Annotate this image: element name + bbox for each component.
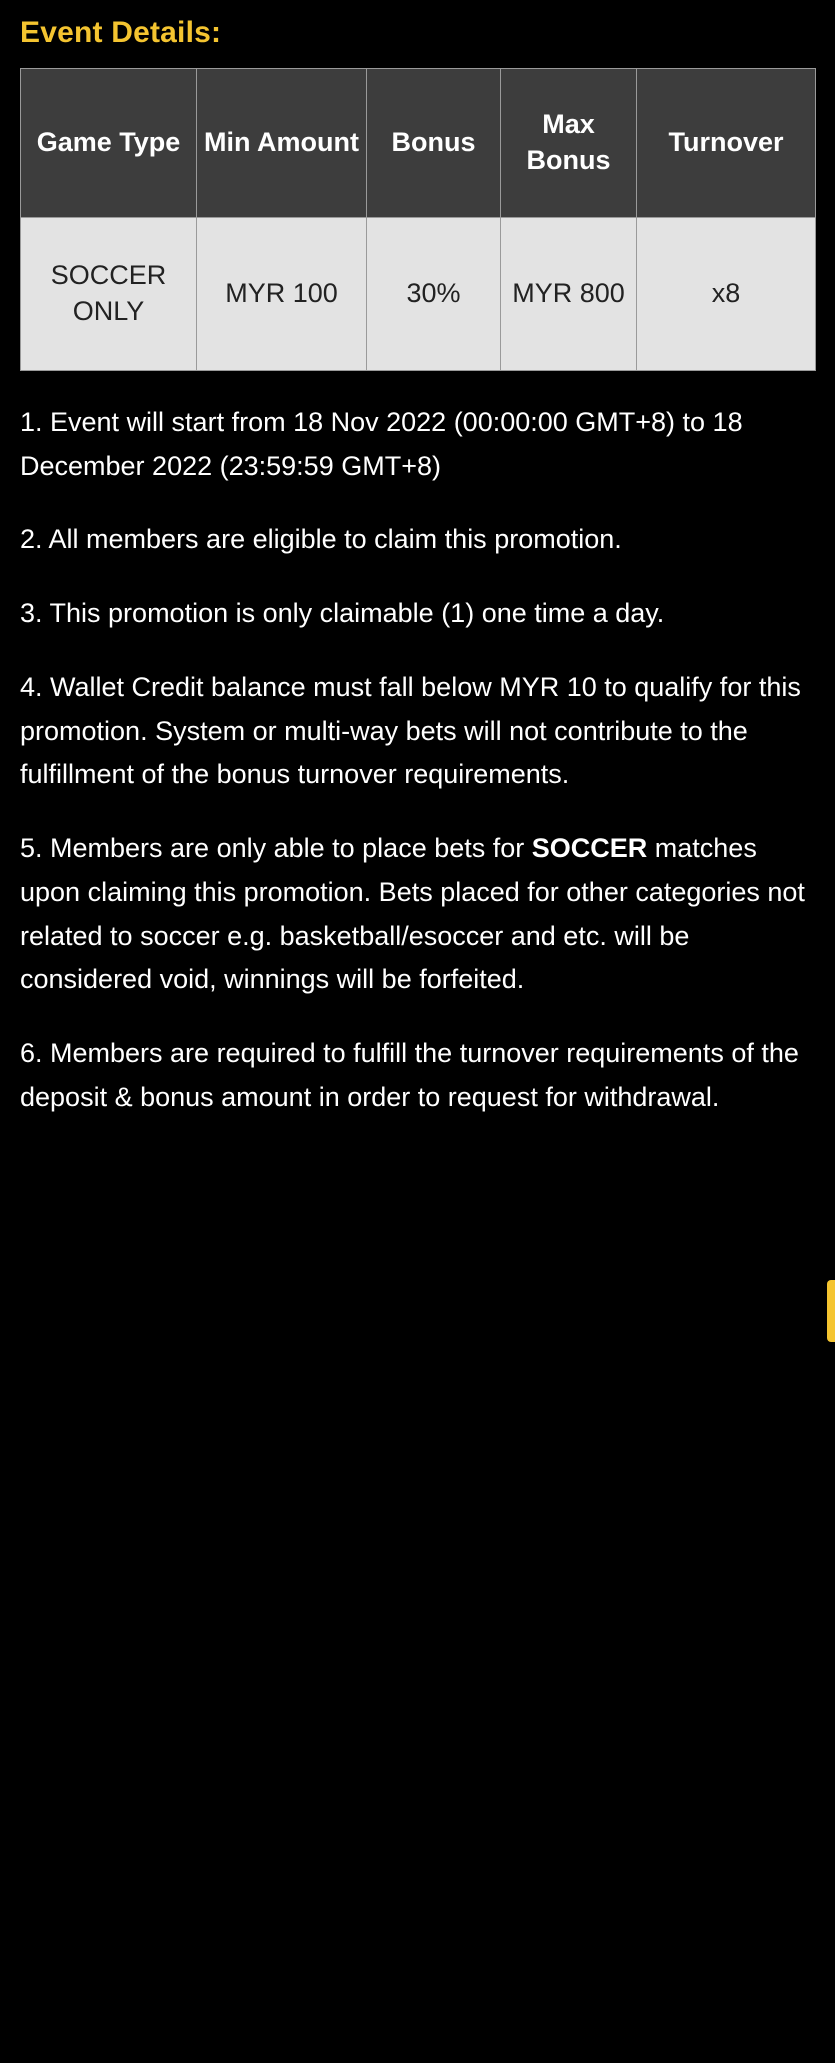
term-item-5 <box>20 827 810 1002</box>
table-header-row <box>21 69 816 218</box>
cell-game-type: SOCCER ONLY <box>21 218 197 371</box>
term-5-part-2: matches upon claiming this promotion. Bets placed for other categories not related to soccer e.g. basketball/esoccer and etc. will be considered void, winnings will be forfeited. <box>20 833 805 995</box>
event-details-table <box>20 68 816 371</box>
term-item-1: 1. Event will start from 18 Nov 2022 (00:00:00 GMT+8) to 18 December 2022 (23:59:59 GMT+8) <box>20 407 743 481</box>
cell-max-bonus: MYR 800 <box>501 218 637 371</box>
column-header-min-amount: Min Amount <box>197 69 367 218</box>
cell-bonus: 30% <box>367 218 501 371</box>
column-header-max-bonus: Max Bonus <box>501 69 637 218</box>
column-header-bonus: Bonus <box>367 69 501 218</box>
term-item-4: 4. Wallet Credit balance must fall below MYR 10 to qualify for this promotion. System or multi-way bets will not contribute to the fulfillment of the bonus turnover requirements. <box>20 671 801 790</box>
side-tab-indicator[interactable] <box>827 1280 835 1342</box>
term-item-2: 2. All members are eligible to claim this promotion. <box>20 524 622 555</box>
term-5-part-1: 5. Members are only able to place bets for <box>20 833 532 864</box>
term-5-emphasis: SOCCER <box>531 833 648 864</box>
event-details-table-wrapper <box>20 68 813 371</box>
term-item-6: 6. Members are required to fulfill the turnover requirements of the deposit & bonus amount in order to request for withdrawal. <box>20 1038 799 1112</box>
cell-turnover: x8 <box>637 218 816 371</box>
column-header-game-type: Game Type <box>21 69 197 218</box>
table-row <box>21 218 816 371</box>
term-item-3: 3. This promotion is only claimable (1) one time a day. <box>20 598 665 629</box>
terms-and-conditions-list <box>20 401 813 1120</box>
page-title: Event Details: <box>20 16 222 49</box>
column-header-turnover: Turnover <box>637 69 816 218</box>
cell-min-amount: MYR 100 <box>197 218 367 371</box>
